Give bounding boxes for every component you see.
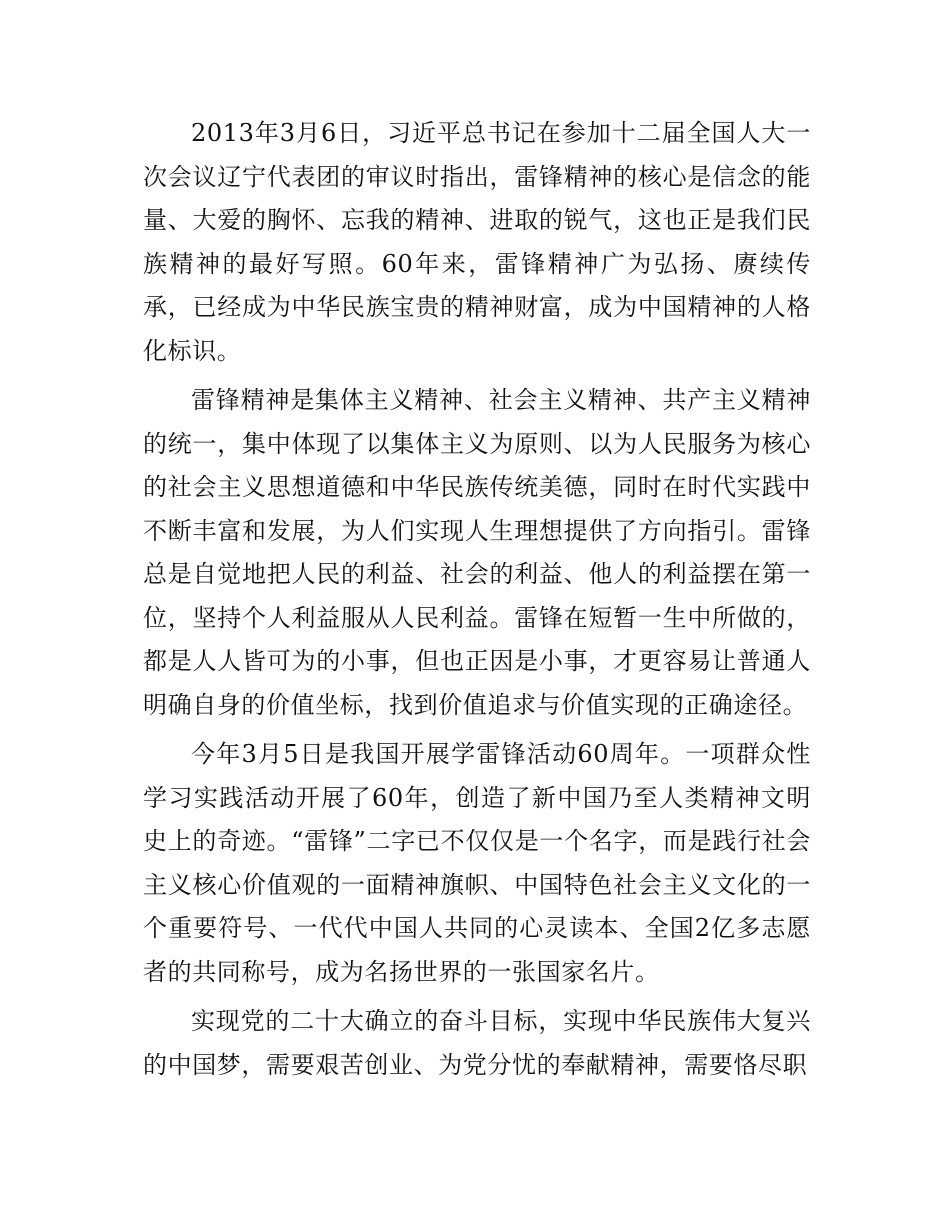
paragraph-3: 今年3月5日是我国开展学雷锋活动60周年。一项群众性学习实践活动开展了60年，创造了新中国乃至人类精神文明史上的奇迹。“雷锋”二字已不仅仅是一个名字，而是践行社会主义核心价值观的一面精神旗帜、中国特色社会主义文化的一个重要符号、一代代中国人共同的心灵读本、全国2亿多志愿者的共同称号，成为名扬世界的一张国家名片。: [143, 740, 811, 986]
paragraph-1: 2013年3月6日，习近平总书记在参加十二届全国人大一次会议辽宁代表团的审议时指出，雷锋精神的核心是信念的能量、大爱的胸怀、忘我的精神、进取的锐气，这也正是我们民族精神的最好写照。60年来，雷锋精神广为弘扬、赓续传承，已经成为中华民族宝贵的精神财富，成为中国精神的人格化标识。: [143, 119, 811, 365]
document-page: [143, 112, 811, 1087]
paragraph-2: 雷锋精神是集体主义精神、社会主义精神、共产主义精神的统一，集中体现了以集体主义为原则、以为人民服务为核心的社会主义思想道德和中华民族传统美德，同时在时代实践中不断丰富和发展，为人们实现人生理想提供了方向指引。雷锋总是自觉地把人民的利益、社会的利益、他人的利益摆在第一位，坚持个人利益服从人民利益。雷锋在短暂一生中所做的，都是人人皆可为的小事，但也正因是小事，才更容易让普通人明确自身的价值坐标，找到价值追求与价值实现的正确途径。: [143, 386, 811, 719]
paragraph-4: 实现党的二十大确立的奋斗目标，实现中华民族伟大复兴的中国梦，需要艰苦创业、为党分忧的奉献精神，需要恪尽职: [143, 1007, 811, 1079]
